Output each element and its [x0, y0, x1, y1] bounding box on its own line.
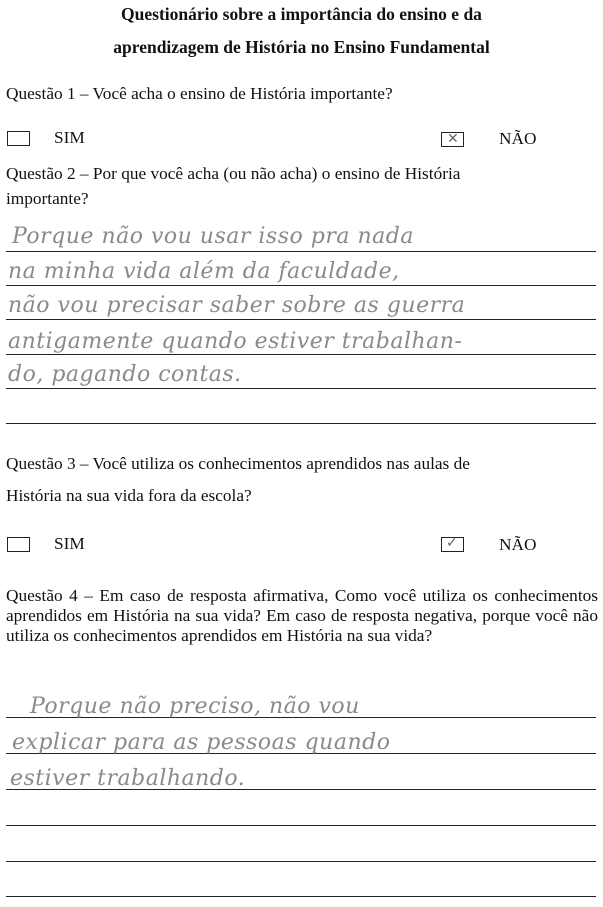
q2-handwritten-answer-line-2: na minha vida além da faculdade,	[8, 259, 400, 284]
check-mark-icon: ✓	[446, 535, 458, 551]
answer-line	[6, 354, 596, 355]
q1-nao-label: NÃO	[499, 129, 537, 148]
x-mark-icon: ✕	[447, 131, 459, 147]
page-title-line-1: Questionário sobre a importância do ensino e da	[121, 4, 482, 24]
page-title-line-2: aprendizagem de História no Ensino Fundamental	[113, 37, 490, 57]
q2-handwritten-answer-line-4: antigamente quando estiver trabalhan-	[8, 329, 463, 354]
question-1-text: Questão 1 – Você acha o ensino de História importante?	[6, 84, 393, 103]
question-2-text-line-2: importante?	[6, 189, 89, 208]
question-4-text: Questão 4 – Em caso de resposta afirmativa, Como você utiliza os conhecimentos aprendidos em História na sua vida? Em caso de resposta negativa, porque você não utiliza os conhecimentos aprendidos em História na sua vida?	[6, 586, 598, 645]
answer-line	[6, 251, 596, 252]
question-2-text-line-1: Questão 2 – Por que você acha (ou não acha) o ensino de História	[6, 164, 461, 183]
question-3-text-line-2: História na sua vida fora da escola?	[6, 486, 252, 505]
q1-sim-label: SIM	[54, 128, 85, 147]
question-3-text-line-1: Questão 3 – Você utiliza os conhecimentos aprendidos nas aulas de	[6, 454, 470, 473]
q1-sim-checkbox[interactable]	[7, 131, 30, 146]
q2-handwritten-answer-line-1: Porque não vou usar isso pra nada	[12, 224, 414, 249]
q2-handwritten-answer-line-3: não vou precisar saber sobre as guerra	[8, 293, 466, 318]
answer-line	[6, 896, 596, 897]
q3-sim-checkbox[interactable]	[7, 537, 30, 552]
q3-nao-checkbox[interactable]	[441, 537, 464, 552]
answer-line	[6, 388, 596, 389]
answer-line	[6, 861, 596, 862]
answer-line	[6, 825, 596, 826]
q2-handwritten-answer-line-5: do, pagando contas.	[8, 362, 242, 387]
answer-line	[6, 319, 596, 320]
q3-nao-label: NÃO	[499, 535, 537, 554]
q3-sim-label: SIM	[54, 534, 85, 553]
q4-handwritten-answer-line-3: estiver trabalhando.	[10, 766, 246, 791]
answer-line	[6, 423, 596, 424]
q4-handwritten-answer-line-1: Porque não preciso, não vou	[30, 694, 360, 719]
answer-line	[6, 285, 596, 286]
q1-nao-checkbox[interactable]	[441, 132, 464, 147]
q4-handwritten-answer-line-2: explicar para as pessoas quando	[12, 730, 391, 755]
